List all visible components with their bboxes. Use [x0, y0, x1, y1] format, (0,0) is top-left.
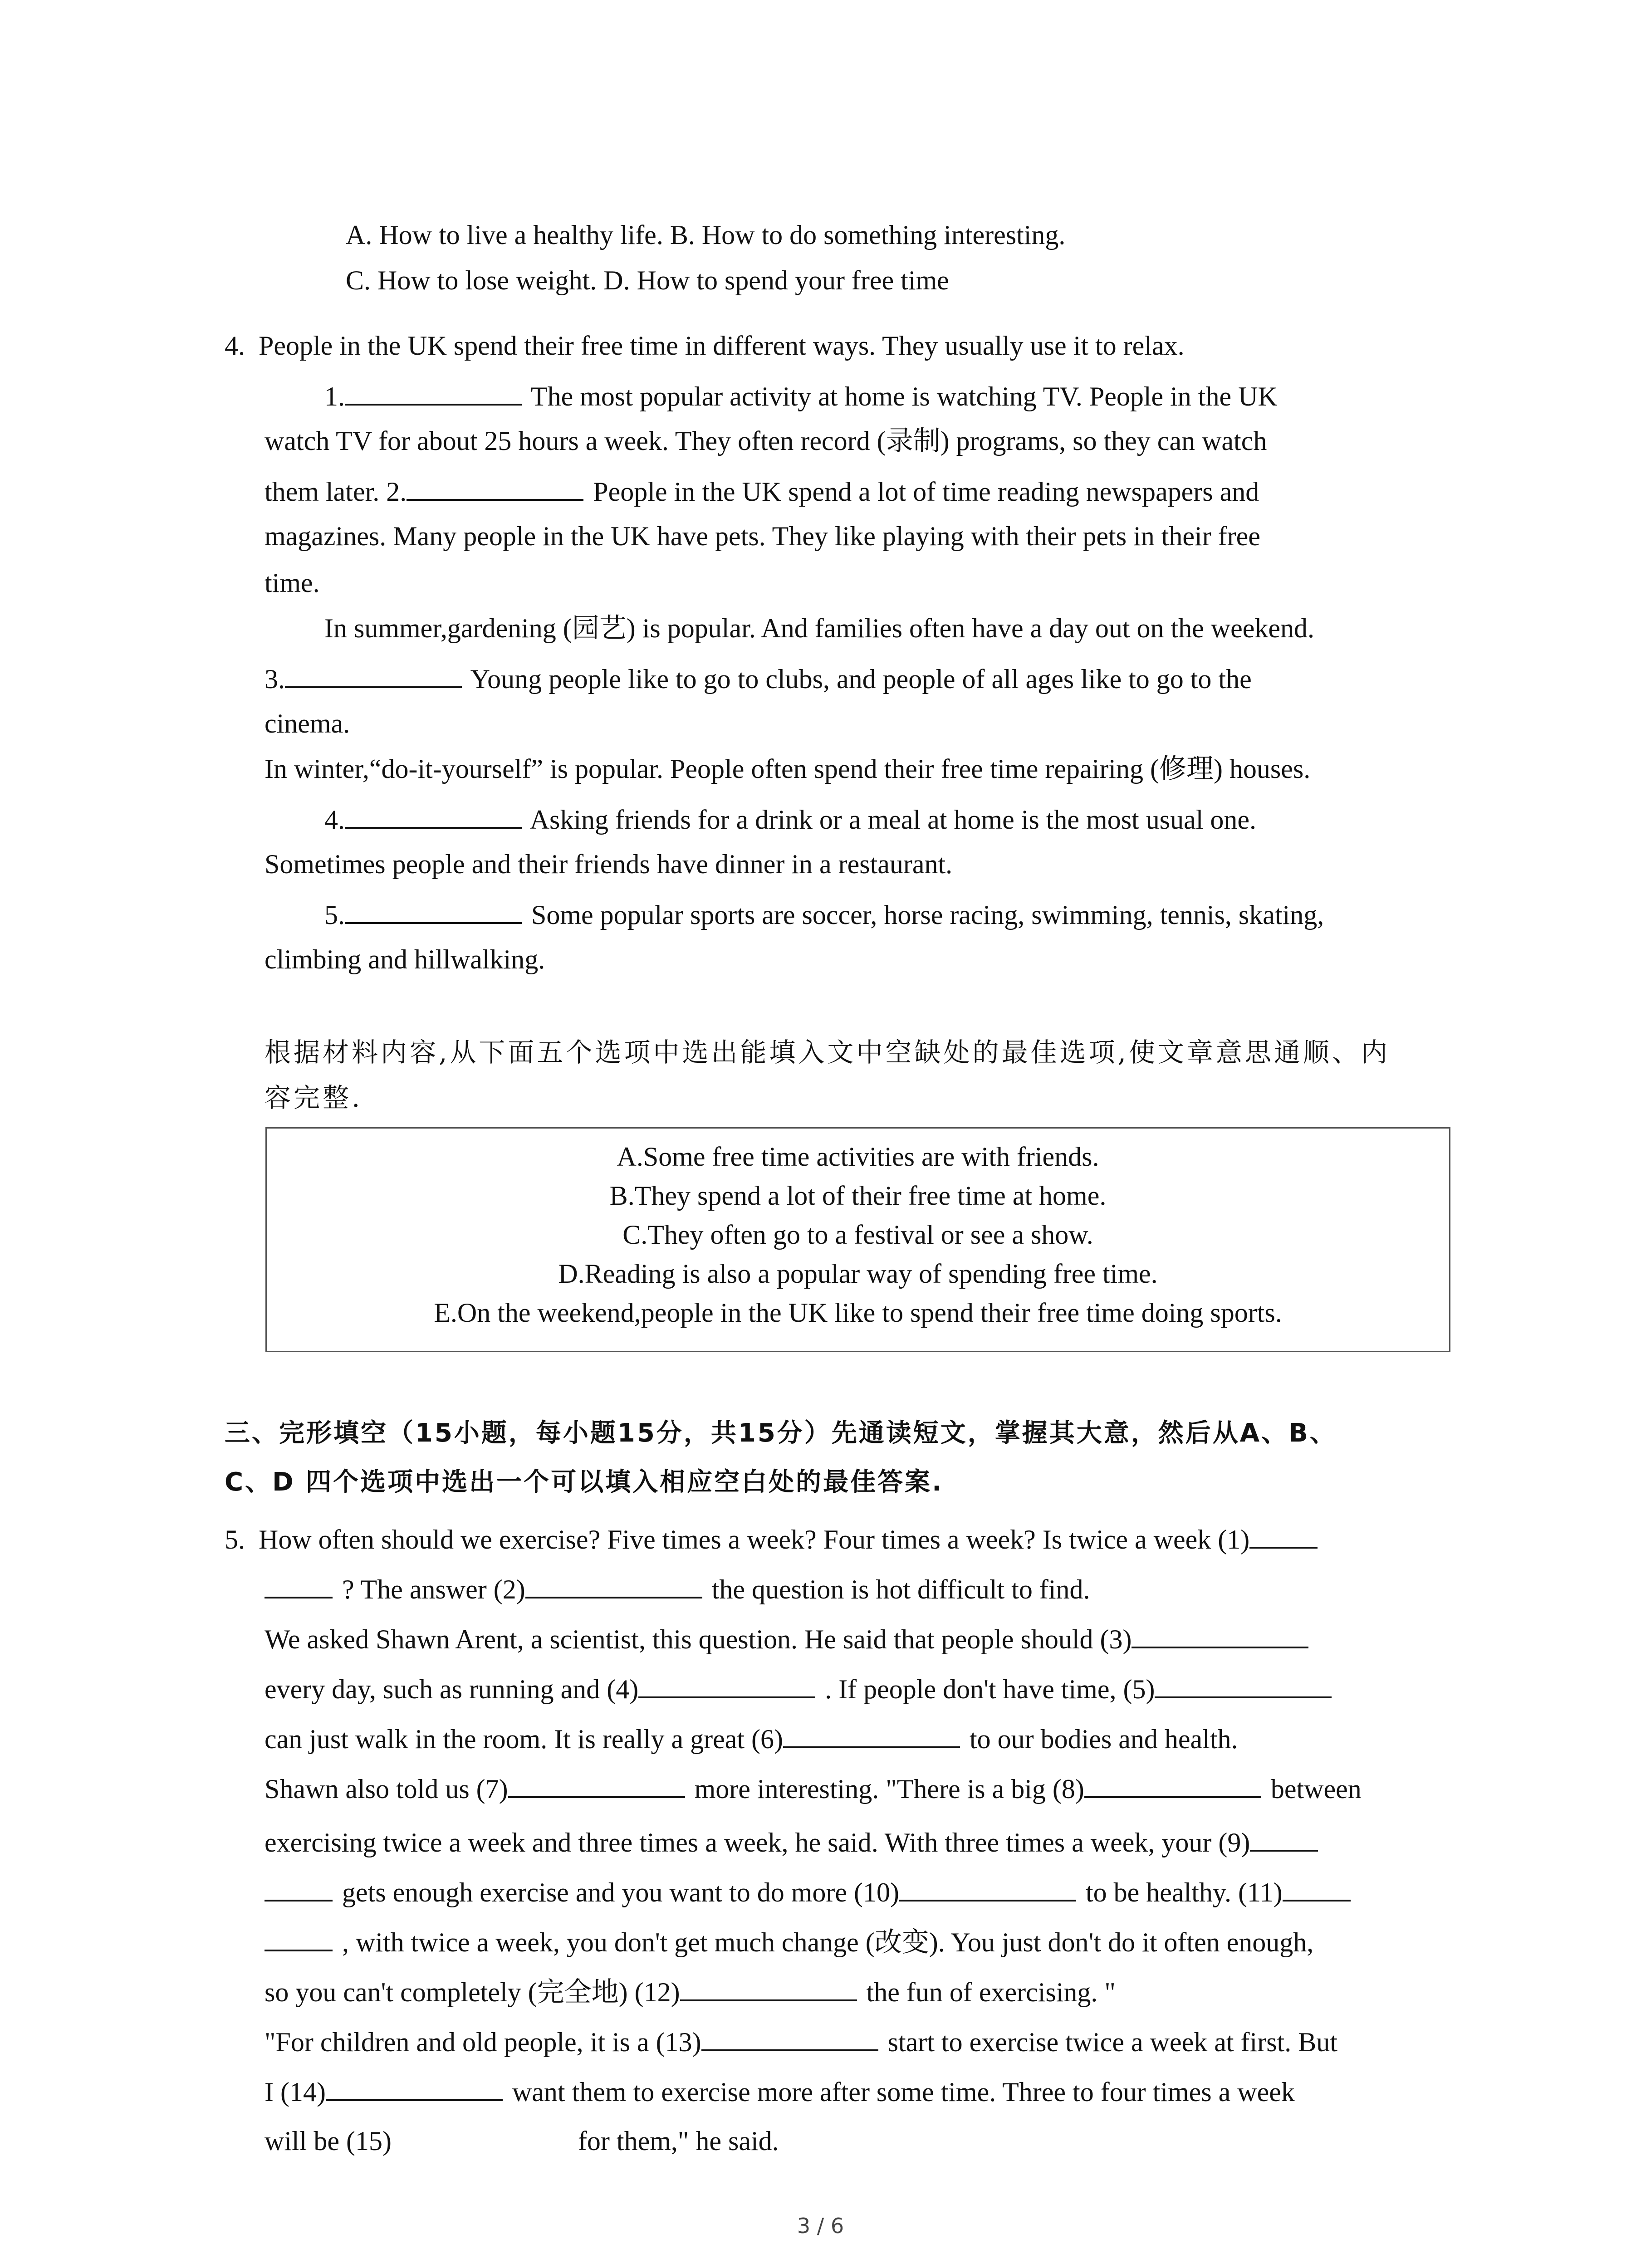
- text-segment: them later. 2.: [265, 477, 407, 507]
- q5-number: 5.: [225, 1525, 245, 1554]
- text-segment: Some popular sports are soccer, horse racing, swimming, tennis, skating,: [531, 900, 1324, 930]
- options-box: [265, 1127, 1450, 1352]
- answer-blank-2[interactable]: [407, 473, 583, 501]
- text-segment: the fun of exercising. ": [866, 1977, 1116, 2007]
- q5-line1: [225, 1520, 1320, 1558]
- q4-paragraph5-line1: [324, 896, 1324, 933]
- q3-options-line2: C. How to lose weight. D. How to spend your free time: [346, 265, 949, 295]
- answer-blank-q5-11a[interactable]: [1283, 1873, 1351, 1901]
- answer-blank-q5-15[interactable]: [392, 2124, 568, 2150]
- blank-number: 4.: [324, 805, 345, 835]
- text-segment: so you can't completely (完全地) (12): [265, 1977, 680, 2007]
- text-segment: Asking friends for a drink or a meal at home is the most usual one.: [529, 805, 1257, 835]
- answer-blank-q5-13[interactable]: [701, 2023, 878, 2051]
- text-segment: more interesting. "There is a big (8): [694, 1774, 1084, 1804]
- text-segment: exercising twice a week and three times a week, he said. With three times a week, your (9): [265, 1828, 1250, 1857]
- q5-line3: [265, 1620, 1311, 1657]
- option-d: D.Reading is also a popular way of spending free time.: [558, 1259, 1158, 1289]
- section3-heading-line2: C、D 四个选项中选出一个可以填入相应空白处的最佳答案.: [225, 1467, 944, 1497]
- text-segment: want them to exercise more after some time. Three to four times a week: [512, 2077, 1295, 2107]
- text-segment: to be healthy. (11): [1085, 1877, 1283, 1907]
- text-segment: between: [1270, 1774, 1362, 1804]
- answer-blank-q5-9b[interactable]: [265, 1873, 333, 1901]
- answer-blank-4[interactable]: [345, 801, 522, 829]
- q5-line5: [265, 1720, 1238, 1757]
- answer-blank-q5-5[interactable]: [1155, 1670, 1332, 1698]
- q4-instruction-line2: 容完整.: [265, 1082, 363, 1113]
- text-segment: We asked Shawn Arent, a scientist, this question. He said that people should (3): [265, 1624, 1132, 1654]
- answer-blank-q5-14[interactable]: [326, 2073, 503, 2101]
- text-segment: gets enough exercise and you want to do more (10): [342, 1877, 899, 1907]
- answer-blank-q5-1a[interactable]: [1249, 1520, 1318, 1549]
- answer-blank-1[interactable]: [345, 377, 522, 406]
- option-c: C.They often go to a festival or see a show.: [622, 1220, 1093, 1250]
- q4-paragraph2-line3: cinema.: [265, 709, 350, 738]
- answer-blank-5[interactable]: [345, 896, 522, 924]
- q5-line9: [265, 1923, 1313, 1960]
- text-segment: How often should we exercise? Five times a week? Four times a week? Is twice a week (1): [259, 1525, 1250, 1554]
- text-segment: can just walk in the room. It is really a great (6): [265, 1724, 783, 1754]
- option-b: B.They spend a lot of their free time at home.: [609, 1181, 1107, 1211]
- q4-paragraph1-line3: [265, 473, 1259, 510]
- text-segment: "For children and old people, it is a (13): [265, 2027, 701, 2057]
- answer-blank-q5-9a[interactable]: [1250, 1823, 1318, 1852]
- answer-blank-q5-2[interactable]: [525, 1570, 702, 1598]
- q5-line8: [265, 1873, 1353, 1911]
- q4-number: 4.: [225, 331, 245, 361]
- q4-paragraph1-line1: [324, 377, 1278, 415]
- q5-line11: [265, 2023, 1337, 2060]
- q4-paragraph4-line2: Sometimes people and their friends have dinner in a restaurant.: [265, 849, 953, 879]
- q5-line6: [265, 1770, 1362, 1807]
- q5-line7: [265, 1823, 1321, 1861]
- q4-paragraph1-line5: time.: [265, 568, 320, 598]
- blank-number: 3.: [265, 664, 285, 694]
- q3-options-line1: A. How to live a healthy life. B. How to do something interesting.: [346, 220, 1066, 250]
- q5-line13: [265, 2123, 779, 2159]
- q4-paragraph2-line1: In summer,gardening (园艺) is popular. And families often have a day out on the weekend.: [324, 613, 1315, 643]
- q4-paragraph1-line2: watch TV for about 25 hours a week. They often record (录制) programs, so they can watch: [265, 426, 1267, 456]
- q5-line2: [265, 1570, 1090, 1608]
- text-segment: every day, such as running and (4): [265, 1674, 639, 1704]
- page-number: 3 / 6: [797, 2214, 844, 2238]
- answer-blank-q5-1b[interactable]: [265, 1570, 333, 1598]
- q4-intro: [225, 327, 1185, 364]
- answer-blank-q5-8[interactable]: [1084, 1770, 1261, 1798]
- q4-paragraph2-line2: [265, 660, 1252, 697]
- answer-blank-q5-4[interactable]: [638, 1670, 815, 1698]
- text-segment: People in the UK spend a lot of time reading newspapers and: [593, 477, 1259, 507]
- q4-paragraph4-line1: [324, 801, 1256, 838]
- option-a: A.Some free time activities are with friends.: [617, 1142, 1099, 1172]
- answer-blank-q5-3[interactable]: [1132, 1620, 1308, 1648]
- q5-line12: [265, 2073, 1295, 2110]
- blank-number: 5.: [324, 900, 345, 930]
- q4-paragraph5-line2: climbing and hillwalking.: [265, 944, 545, 974]
- text-segment: ? The answer (2): [342, 1574, 525, 1604]
- answer-blank-q5-11b[interactable]: [265, 1923, 333, 1951]
- text-segment: the question is hot difficult to find.: [711, 1574, 1090, 1604]
- text-segment: will be (15): [265, 2126, 392, 2156]
- text-segment: start to exercise twice a week at first. But: [887, 2027, 1337, 2057]
- text-segment: Young people like to go to clubs, and people of all ages like to go to the: [470, 664, 1252, 694]
- section3-heading-line1: 三、完形填空（15小题，每小题15分，共15分）先通读短文，掌握其大意，然后从A、B、: [225, 1418, 1337, 1448]
- answer-blank-q5-10[interactable]: [899, 1873, 1076, 1901]
- q4-paragraph1-line4: magazines. Many people in the UK have pets. They like playing with their pets in their free: [265, 521, 1260, 551]
- text-segment: for them," he said.: [578, 2126, 779, 2156]
- text-segment: I (14): [265, 2077, 326, 2107]
- text-segment: The most popular activity at home is watching TV. People in the UK: [530, 381, 1278, 411]
- answer-blank-3[interactable]: [285, 660, 462, 688]
- blank-number: 1.: [324, 381, 345, 411]
- text-segment: Shawn also told us (7): [265, 1774, 508, 1804]
- q4-paragraph3: In winter,“do-it-yourself” is popular. People often spend their free time repairing (修理) houses.: [265, 754, 1311, 784]
- q5-line10: [265, 1973, 1116, 2010]
- q5-line4: [265, 1670, 1334, 1707]
- text-segment: to our bodies and health.: [969, 1724, 1238, 1754]
- option-e: E.On the weekend,people in the UK like to spend their free time doing sports.: [434, 1298, 1282, 1328]
- answer-blank-q5-6[interactable]: [783, 1720, 960, 1748]
- q4-intro-text: People in the UK spend their free time in different ways. They usually use it to relax.: [259, 331, 1185, 361]
- answer-blank-q5-7[interactable]: [508, 1770, 685, 1798]
- text-segment: , with twice a week, you don't get much change (改变). You just don't do it often enough,: [342, 1927, 1314, 1957]
- answer-blank-q5-12[interactable]: [680, 1973, 857, 2001]
- text-segment: . If people don't have time, (5): [825, 1674, 1155, 1704]
- q4-instruction-line1: 根据材料内容,从下面五个选项中选出能填入文中空缺处的最佳选项,使文章意思通顺、内: [265, 1037, 1390, 1068]
